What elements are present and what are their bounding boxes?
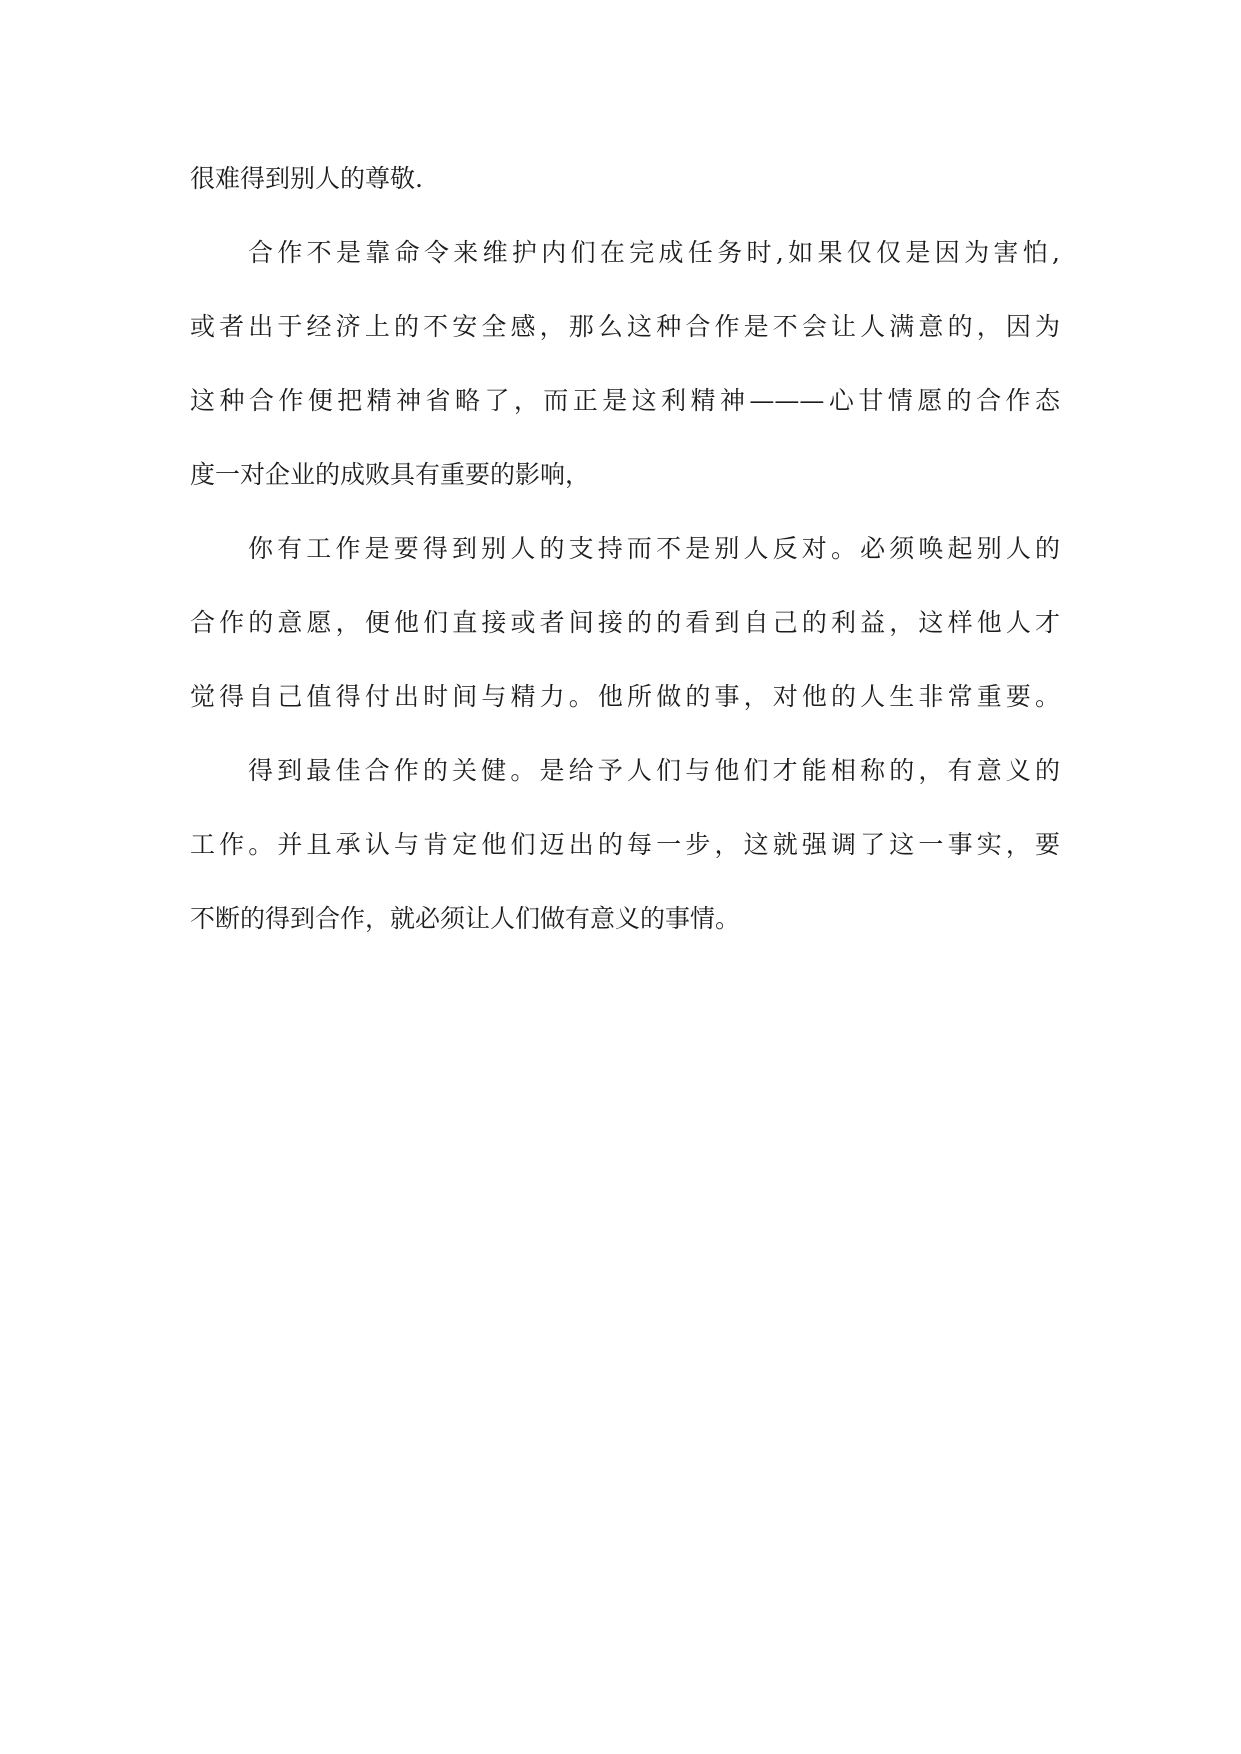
paragraph-2-line-4: 度一对企业的成败具有重要的影响， [190,460,591,489]
paragraph-2-line-3: 这种合作便把精神省略了，而正是这利精神———心甘情愿的合作态 [190,386,1060,415]
paragraph-4-line-3: 不断的得到合作，就必须让人们做有意义的事情。 [190,904,741,933]
document-body [190,162,1060,936]
paragraph-2-line-2: 或者出于经济上的不安全感，那么这种合作是不会让人满意的，因为 [190,312,1060,341]
paragraph-4-line-2: 工作。并且承认与肯定他们迈出的每一步，这就强调了这一事实，要 [190,830,1060,859]
paragraph-4-line-1: 得到最佳合作的关健。是给予人们与他们才能相称的，有意义的 [248,756,1060,785]
paragraph-3-line-3: 觉得自己值得付出时间与精力。他所做的事，对他的人生非常重要。 [190,682,1060,711]
paragraph-3-line-2: 合作的意愿，便他们直接或者间接的的看到自己的利益，这样他人才 [190,608,1060,637]
paragraph-3-line-1: 你有工作是要得到别人的支持而不是别人反对。必须唤起别人的 [248,534,1060,563]
paragraph-1-line-1: 很难得到别人的尊敬. [190,164,423,193]
paragraph-2-line-1: 合作不是靠命令来维护内们在完成任务时,如果仅仅是因为害怕, [248,238,1060,267]
